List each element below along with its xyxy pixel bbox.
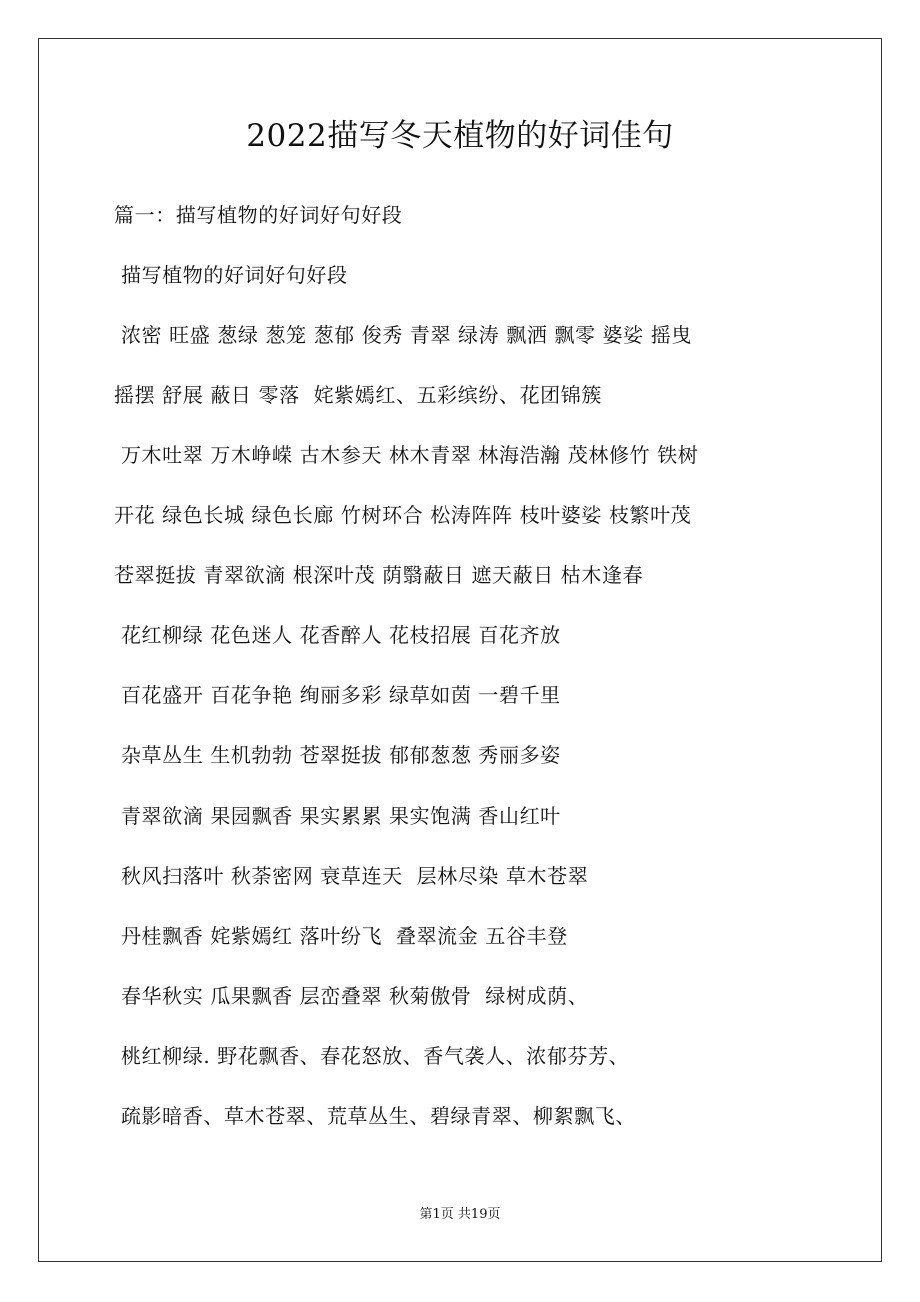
text-line: 桃红柳绿. 野花飘香、春花怒放、香气袭人、浓郁芬芳、 bbox=[114, 1044, 630, 1068]
text-line: 苍翠挺拔 青翠欲滴 根深叶茂 荫翳蔽日 遮天蔽日 枯木逢春 bbox=[114, 563, 644, 587]
text-line: 万木吐翠 万木峥嵘 古木参天 林木青翠 林海浩瀚 茂林修竹 铁树 bbox=[114, 443, 699, 467]
section-heading: 篇一：描写植物的好词好句好段 bbox=[114, 203, 403, 227]
document-title: 2022描写冬天植物的好词佳句 bbox=[246, 118, 674, 154]
text-line: 青翠欲滴 果园飘香 果实累累 果实饱满 香山红叶 bbox=[114, 804, 561, 828]
text-line: 浓密 旺盛 葱绿 葱笼 葱郁 俊秀 青翠 绿涛 飘洒 飘零 婆娑 摇曳 bbox=[114, 323, 692, 347]
text-line: 杂草丛生 生机勃勃 苍翠挺拔 郁郁葱葱 秀丽多姿 bbox=[114, 743, 561, 767]
text-line: 春华秋实 瓜果飘香 层峦叠翠 秋菊傲骨 绿树成荫、 bbox=[114, 984, 589, 1008]
text-line: 秋风扫落叶 秋荼密网 衰草连天 层林尽染 草木苍翠 bbox=[114, 864, 589, 888]
subheading: 描写植物的好词好句好段 bbox=[114, 263, 348, 287]
text-line: 开花 绿色长城 绿色长廊 竹树环合 松涛阵阵 枝叶婆娑 枝繁叶茂 bbox=[114, 503, 692, 527]
text-line: 摇摆 舒展 蔽日 零落 姹紫嫣红、五彩缤纷、花团锦簇 bbox=[114, 383, 602, 407]
page-number-footer: 第1页 共19页 bbox=[419, 1207, 501, 1222]
text-line: 疏影暗香、草木苍翠、荒草丛生、碧绿青翠、柳絮飘飞、 bbox=[114, 1104, 636, 1128]
text-line: 丹桂飘香 姹紫嫣红 落叶纷飞 叠翠流金 五谷丰登 bbox=[114, 924, 568, 948]
text-line: 花红柳绿 花色迷人 花香醉人 花枝招展 百花齐放 bbox=[114, 623, 561, 647]
text-line: 百花盛开 百花争艳 绚丽多彩 绿草如茵 一碧千里 bbox=[114, 683, 561, 707]
